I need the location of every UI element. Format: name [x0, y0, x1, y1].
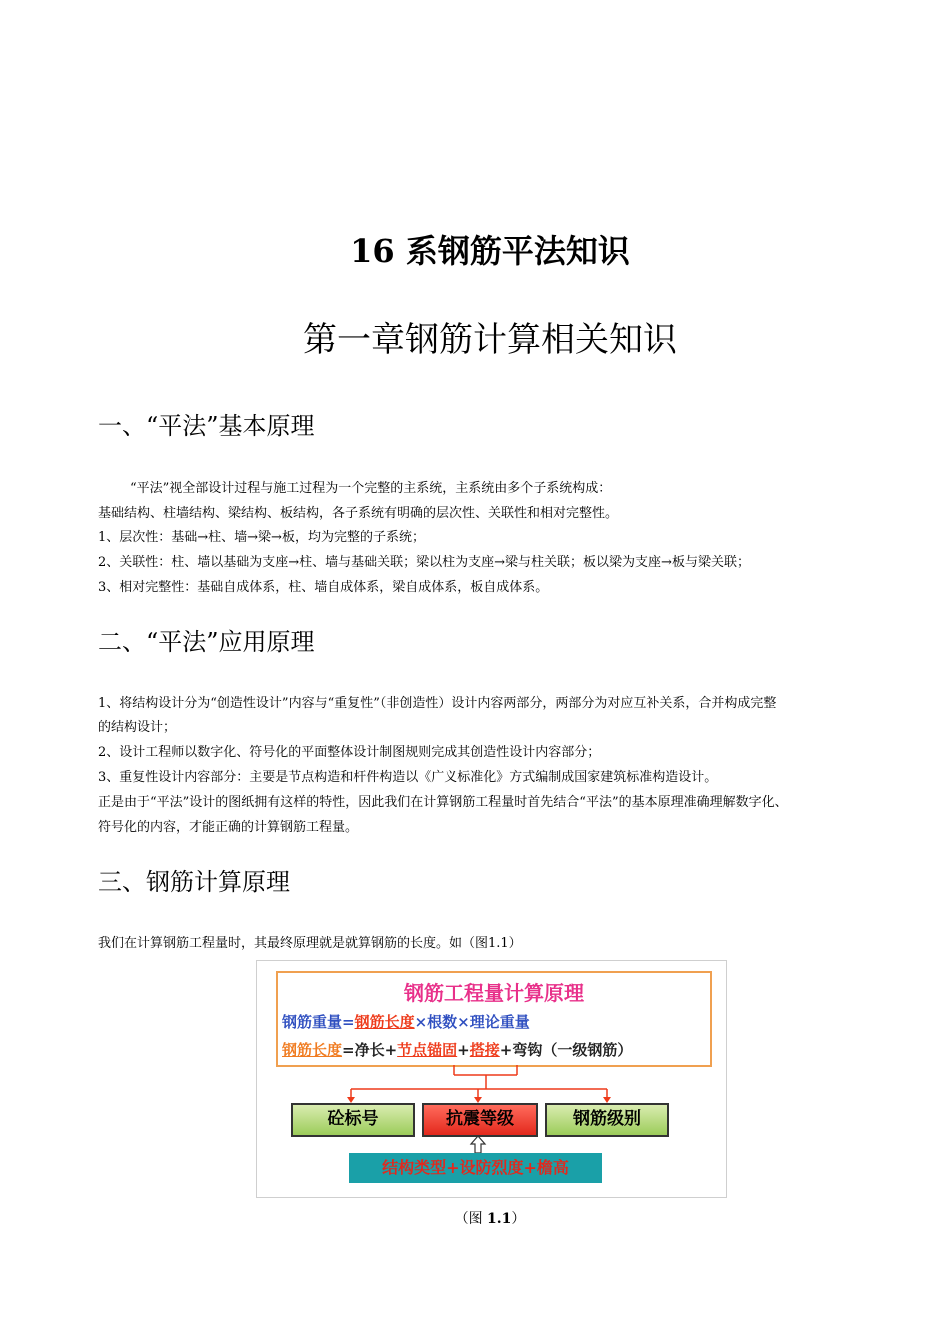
- figure-title: 钢筋工程量计算原理: [404, 981, 584, 1005]
- seismic-grade-box: 抗震等级: [422, 1103, 538, 1137]
- paragraph-line: 3、重复性设计内容部分：主要是节点构造和杆件构造以《广义标准化》方式编制成国家建筑标准构造设计。: [98, 770, 718, 785]
- caption-number: 1.1: [487, 1211, 512, 1227]
- figure-caption: [0, 1208, 950, 1228]
- paragraph-line: 3、相对完整性：基础自成体系，柱、墙自成体系，梁自成体系，板自成体系。: [98, 580, 549, 595]
- paragraph-line: 我们在计算钢筋工程量时，其最终原理就是就算钢筋的长度。如（图1.1）: [98, 936, 522, 951]
- section-heading-1: 一、“平法”基本原理: [98, 412, 315, 440]
- paragraph-line: 1、将结构设计分为“创造性设计”内容与“重复性”（非创造性）设计内容两部分，两部分为对应互补关系，合并构成完整: [98, 696, 777, 711]
- structure-factors-box: 结构类型+设防烈度+檐高: [349, 1153, 602, 1183]
- plus-sign: +: [457, 1041, 470, 1059]
- hook-term: +弯钩（一级钢筋）: [499, 1041, 633, 1059]
- rebar-grade-box: 钢筋级别: [545, 1103, 669, 1137]
- section-heading-3: 三、钢筋计算原理: [98, 868, 290, 896]
- paragraph-line: 1、层次性：基础→柱、墙→梁→板，均为完整的子系统；: [98, 530, 425, 545]
- rebar-calculation-figure: [256, 960, 727, 1198]
- chapter-title: 第一章钢筋计算相关知识: [303, 320, 677, 360]
- anchorage-term: 节点锚固: [397, 1041, 458, 1059]
- paragraph-line: 2、关联性：柱、墙以基础为支座→柱、墙与基础关联；梁以柱为支座→梁与柱关联；板以梁为支座→板与梁关联；: [98, 555, 750, 570]
- caption-prefix: （图: [454, 1211, 488, 1227]
- weight-term: 钢筋重量=: [282, 1013, 355, 1031]
- caption-suffix: ）: [511, 1211, 526, 1227]
- paragraph-line: “平法”视全部设计过程与施工过程为一个完整的主系统，主系统由多个子系统构成：: [130, 481, 612, 496]
- paragraph-line: 2、设计工程师以数字化、符号化的平面整体设计制图规则完成其创造性设计内容部分；: [98, 745, 601, 760]
- net-length-term: =净长+: [342, 1041, 398, 1059]
- paragraph-line: 正是由于“平法”设计的图纸拥有这样的特性，因此我们在计算钢筋工程量时首先结合“平法”的基本原理准确理解数字化、: [98, 795, 788, 810]
- lap-term: 搭接: [469, 1041, 500, 1059]
- document-title: 16 系钢筋平法知识: [350, 232, 630, 270]
- paragraph-line: 的结构设计；: [98, 720, 177, 735]
- length-label: 钢筋长度: [282, 1041, 343, 1059]
- paragraph-line: 基础结构、柱墙结构、梁结构、板结构，各子系统有明确的层次性、关联性和相对完整性。: [98, 506, 619, 521]
- section-heading-2: 二、“平法”应用原理: [98, 628, 315, 656]
- arrow-up-icon: [471, 1136, 485, 1153]
- length-term: 钢筋长度: [354, 1013, 415, 1031]
- count-weight-term: ×根数×理论重量: [414, 1013, 530, 1031]
- paragraph-line: 符号化的内容，才能正确的计算钢筋工程量。: [98, 820, 359, 835]
- concrete-grade-box: 砼标号: [291, 1103, 415, 1137]
